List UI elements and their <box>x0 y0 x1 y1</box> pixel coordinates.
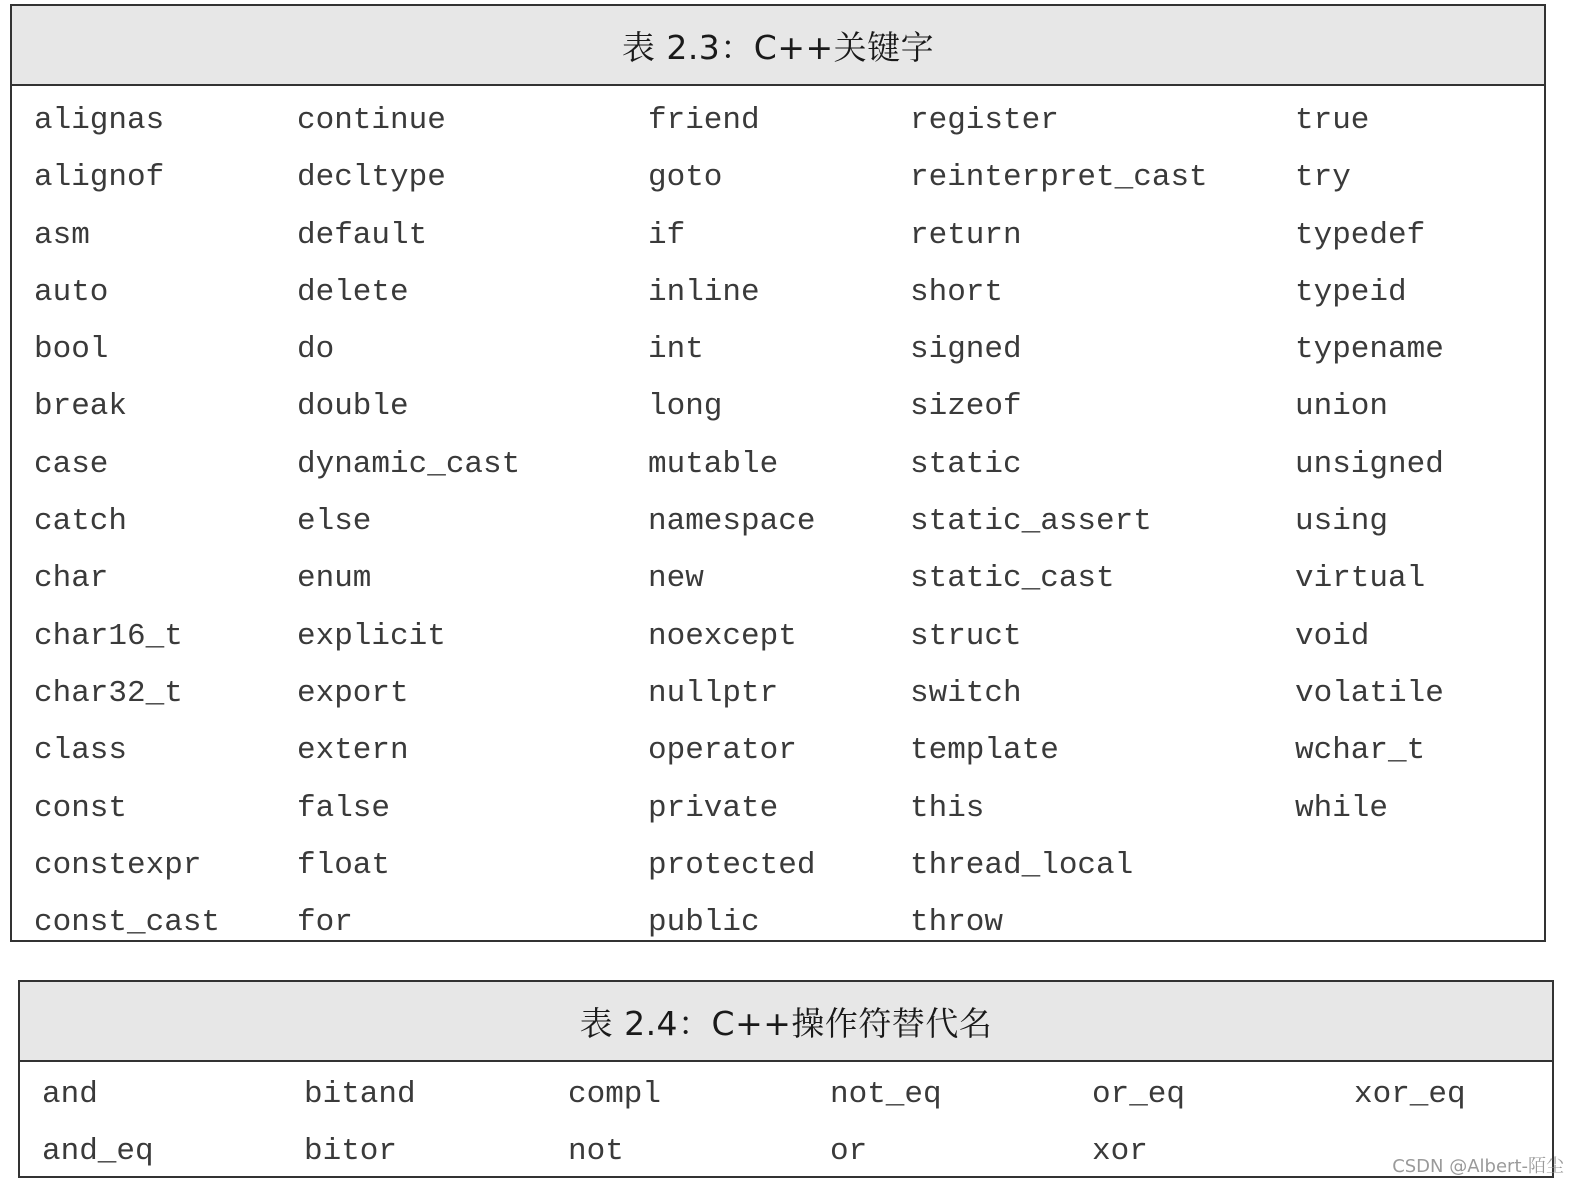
cpp-keyword: long <box>648 389 723 425</box>
cpp-keyword: public <box>648 905 760 941</box>
alt-op-keyword: bitand <box>304 1077 416 1112</box>
cpp-keyword: alignas <box>34 103 165 138</box>
cpp-keyword: mutable <box>648 446 779 482</box>
operator-alternatives-header <box>20 982 1552 1062</box>
cpp-keyword: static <box>910 446 1022 482</box>
cpp-keyword: decltype <box>297 160 446 196</box>
cpp-keyword: catch <box>34 504 128 540</box>
operator-alternatives-caption: 表 2.4：C++操作符替代名 <box>579 1003 993 1043</box>
cpp-keyword: typename <box>1295 332 1444 368</box>
cpp-keyword: break <box>34 389 128 425</box>
cpp-keyword: template <box>910 733 1059 769</box>
alt-op-keyword: xor <box>1092 1134 1148 1170</box>
alt-op-keyword: or_eq <box>1092 1077 1186 1112</box>
cpp-keyword: while <box>1295 790 1389 826</box>
cpp-keyword: if <box>648 217 686 253</box>
watermark: CSDN @Albert-陌尘 <box>1392 1156 1564 1177</box>
alt-op-column <box>830 1066 942 1181</box>
cpp-keyword: char32_t <box>34 675 183 711</box>
cpp-keyword: sizeof <box>910 389 1022 425</box>
cpp-keyword: thread_local <box>910 847 1134 883</box>
alt-op-keyword: bitor <box>304 1134 398 1170</box>
cpp-keyword: reinterpret_cast <box>910 160 1208 196</box>
cpp-keyword: namespace <box>648 504 816 540</box>
cpp-keyword: goto <box>648 160 723 196</box>
keywords-table <box>10 4 1546 942</box>
cpp-keyword: continue <box>297 103 446 138</box>
cpp-keyword: do <box>297 332 335 368</box>
alt-op-column <box>304 1066 416 1181</box>
cpp-column <box>648 92 815 951</box>
alt-op-keyword: xor_eq <box>1354 1077 1466 1112</box>
cpp-keyword: volatile <box>1295 675 1444 711</box>
cpp-keyword: const_cast <box>34 905 221 941</box>
cpp-keyword: friend <box>648 103 760 138</box>
cpp-column <box>34 92 220 951</box>
alt-op-keyword: not <box>568 1134 624 1170</box>
keywords-table-caption: 表 2.3：C++关键字 <box>621 27 935 67</box>
cpp-keyword: for <box>297 905 353 941</box>
cpp-keyword: extern <box>297 733 409 769</box>
alt-op-column <box>42 1066 154 1181</box>
cpp-keyword: using <box>1295 504 1389 540</box>
cpp-keyword: export <box>297 675 409 711</box>
cpp-keyword: alignof <box>34 160 165 196</box>
cpp-column <box>910 92 1208 951</box>
alt-op-keyword: and_eq <box>42 1134 154 1170</box>
alt-op-column <box>1092 1066 1185 1181</box>
cpp-keyword: wchar_t <box>1295 733 1426 769</box>
cpp-keyword: constexpr <box>34 847 202 883</box>
cpp-keyword: unsigned <box>1295 446 1444 482</box>
cpp-keyword: int <box>648 332 704 368</box>
cpp-keyword: delete <box>297 274 409 310</box>
cpp-keyword: switch <box>910 675 1022 711</box>
cpp-keyword: operator <box>648 733 797 769</box>
cpp-keyword: bool <box>34 332 109 368</box>
cpp-keyword: class <box>34 733 128 769</box>
cpp-keyword: register <box>910 103 1059 138</box>
cpp-keyword: signed <box>910 332 1022 368</box>
cpp-keyword: short <box>910 274 1004 310</box>
cpp-keyword: char16_t <box>34 618 183 654</box>
cpp-keyword: throw <box>910 905 1004 941</box>
cpp-keyword: float <box>297 847 391 883</box>
cpp-keyword: static_assert <box>910 504 1152 540</box>
cpp-keyword: noexcept <box>648 618 797 654</box>
cpp-keyword: inline <box>648 274 760 310</box>
alt-op-column <box>1354 1066 1466 1123</box>
cpp-keyword: false <box>297 790 391 826</box>
cpp-keyword: dynamic_cast <box>297 446 521 482</box>
cpp-keyword: asm <box>34 217 90 253</box>
cpp-keyword: true <box>1295 103 1370 138</box>
cpp-keyword: explicit <box>297 618 446 654</box>
cpp-keyword: new <box>648 561 704 597</box>
alt-op-keyword: compl <box>568 1077 662 1112</box>
alt-op-keyword: and <box>42 1077 98 1112</box>
cpp-keyword: double <box>297 389 409 425</box>
cpp-keyword: private <box>648 790 779 826</box>
cpp-keyword: try <box>1295 160 1351 196</box>
cpp-keyword: typedef <box>1295 217 1426 253</box>
cpp-keyword: return <box>910 217 1022 253</box>
cpp-keyword: struct <box>910 618 1022 654</box>
cpp-keyword: void <box>1295 618 1370 654</box>
cpp-keyword: default <box>297 217 428 253</box>
operator-alternatives-table <box>18 980 1554 1178</box>
cpp-keyword: nullptr <box>648 675 779 711</box>
cpp-keyword: char <box>34 561 109 597</box>
alt-op-column <box>568 1066 661 1181</box>
cpp-keyword: case <box>34 446 109 482</box>
cpp-keyword: static_cast <box>910 561 1115 597</box>
cpp-keyword: enum <box>297 561 372 597</box>
cpp-keyword: typeid <box>1295 274 1407 310</box>
cpp-keyword: const <box>34 790 128 826</box>
cpp-keyword: auto <box>34 274 109 310</box>
alt-op-keyword: or <box>830 1134 868 1170</box>
keywords-table-header <box>12 6 1544 86</box>
cpp-column <box>1295 92 1444 837</box>
cpp-keyword: protected <box>648 847 816 883</box>
cpp-keyword: this <box>910 790 985 826</box>
cpp-column <box>297 92 520 951</box>
cpp-keyword: virtual <box>1295 561 1426 597</box>
cpp-keyword: else <box>297 504 372 540</box>
cpp-keyword: union <box>1295 389 1389 425</box>
alt-op-keyword: not_eq <box>830 1077 942 1112</box>
